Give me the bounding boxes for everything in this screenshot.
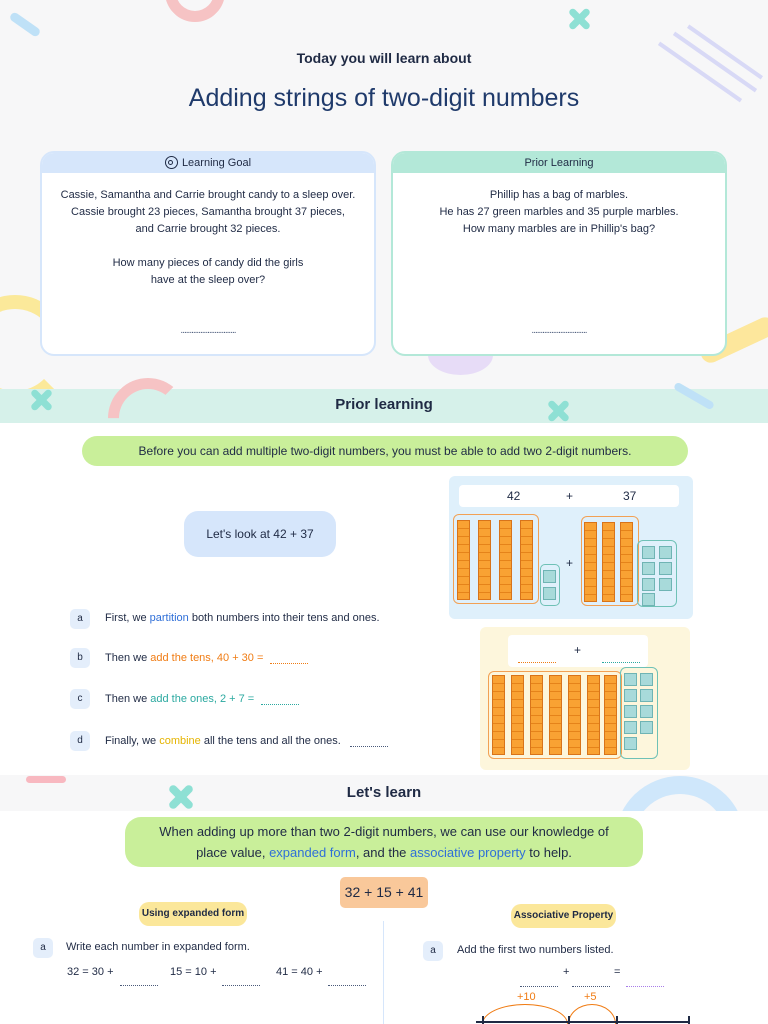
step-badge-b: b — [70, 648, 90, 668]
tens-rod — [620, 522, 633, 602]
tens-rod — [499, 520, 512, 600]
step-b-blank[interactable] — [270, 652, 308, 664]
assoc-blank-3[interactable] — [626, 975, 664, 987]
tens-rod — [457, 520, 470, 600]
model-bottom-tens-blank[interactable] — [518, 651, 556, 663]
step-a-pre: First, we — [105, 612, 150, 624]
step-badge-a: a — [70, 609, 90, 629]
lets-learn-banner — [125, 817, 643, 867]
model-bottom-ones-blank[interactable] — [602, 651, 640, 663]
tens-rod — [549, 675, 562, 755]
model-top-number-a: 42 — [507, 489, 521, 503]
model-plus-sign: + — [566, 556, 574, 570]
decor-blue-bar — [8, 11, 41, 38]
step-badge-c: c — [70, 689, 90, 709]
learning-goal-text — [42, 173, 374, 289]
prior-learning-card — [391, 151, 727, 356]
number-line — [476, 1021, 690, 1023]
right-step-badge: a — [423, 941, 443, 961]
step-d-post: all the tens and all the ones. — [200, 735, 341, 747]
tens-rod — [602, 522, 615, 602]
assoc-plus: + — [563, 966, 570, 978]
expansion-15-blank[interactable] — [222, 974, 260, 986]
tens-rod — [520, 520, 533, 600]
prior-learning-text — [393, 173, 725, 238]
tens-rod — [587, 675, 600, 755]
look-at-bubble: Let's look at 42 + 37 — [184, 511, 336, 557]
banner-text: , and the — [355, 845, 411, 860]
ones-cube — [624, 673, 637, 686]
base-ten-model-bottom — [480, 627, 690, 770]
learning-goal-line: and Carrie brought 32 pieces. — [135, 223, 281, 235]
banner-associative-property: associative property — [410, 845, 526, 860]
step-d-text — [105, 735, 388, 747]
decor-teal-cross — [545, 398, 571, 424]
learning-goal-line: How many pieces of candy did the girls — [112, 257, 304, 269]
learning-goal-line: Cassie, Samantha and Carrie brought candy to a sleep over. — [60, 189, 356, 201]
decor-teal-cross — [566, 6, 592, 32]
number-line-tick — [482, 1016, 484, 1024]
page-title: Adding strings of two-digit numbers — [188, 84, 580, 112]
base-ten-model-top — [449, 476, 693, 619]
decor-pink-ring — [153, 0, 238, 34]
jump-label-5: +5 — [584, 991, 597, 1003]
prior-learning-line: He has 27 green marbles and 35 purple marbles. — [439, 206, 679, 218]
assoc-blank-1[interactable] — [520, 975, 558, 987]
learning-goal-line: have at the sleep over? — [150, 274, 266, 286]
target-icon — [165, 156, 178, 169]
expanded-form-tag: Using expanded form — [139, 902, 247, 926]
right-step-text: Add the first two numbers listed. — [457, 944, 614, 956]
learning-goal-answer-line[interactable]: ............................... — [180, 325, 236, 336]
ones-cube — [543, 587, 556, 600]
decor-teal-cross — [28, 387, 54, 413]
learning-goal-card — [40, 151, 376, 356]
model-top-number-b: 37 — [623, 489, 637, 503]
step-c-text — [105, 693, 299, 705]
banner-text: place value, — [196, 845, 270, 860]
learning-goal-label: Learning Goal — [181, 157, 252, 169]
ones-cube — [640, 673, 653, 686]
ones-cube — [624, 737, 637, 750]
expansion-32 — [67, 966, 114, 978]
step-c-pre: Then we — [105, 693, 151, 705]
decor-pink-bar — [26, 776, 66, 783]
model-bottom-plus: + — [574, 643, 582, 657]
ones-cube — [642, 578, 655, 591]
step-c-blank[interactable] — [261, 693, 299, 705]
banner-text: to help. — [525, 845, 572, 860]
left-step-text: Write each number in expanded form. — [66, 941, 250, 953]
tens-rod — [492, 675, 505, 755]
lets-learn-title: Let's learn — [346, 784, 422, 801]
tens-rod — [478, 520, 491, 600]
ones-cube — [642, 546, 655, 559]
column-divider — [383, 921, 384, 1024]
ones-cube — [543, 570, 556, 583]
assoc-blank-2[interactable] — [572, 975, 610, 987]
expansion-32-blank[interactable] — [120, 974, 158, 986]
learning-goal-line: Cassie brought 23 pieces, Samantha brought 37 pieces, — [71, 206, 345, 218]
assoc-equals: = — [614, 966, 621, 978]
left-step-badge: a — [33, 938, 53, 958]
expression-badge: 32 + 15 + 41 — [340, 877, 428, 908]
prior-learning-answer-line[interactable]: ............................... — [531, 325, 587, 336]
expansion-15 — [170, 966, 217, 978]
step-a-text — [105, 612, 380, 624]
prior-learning-section — [0, 423, 768, 775]
learning-goal-header — [42, 153, 374, 173]
tens-rod — [568, 675, 581, 755]
ones-cube — [659, 546, 672, 559]
prior-learning-line: Phillip has a bag of marbles. — [489, 189, 629, 201]
model-top-label-bar — [459, 485, 679, 507]
ones-cube — [624, 721, 637, 734]
expansion-32-text: 32 = 30 + — [67, 966, 114, 978]
step-a-highlight: partition — [149, 612, 189, 624]
step-c-highlight: add the ones, 2 + 7 = — [150, 693, 255, 705]
step-b-pre: Then we — [105, 652, 151, 664]
expansion-15-text: 15 = 10 + — [170, 966, 217, 978]
associative-property-tag: Associative Property — [511, 904, 616, 928]
ones-cube — [640, 705, 653, 718]
ones-cube — [624, 689, 637, 702]
banner-expanded-form: expanded form — [269, 845, 356, 860]
prior-learning-line: How many marbles are in Phillip's bag? — [462, 223, 656, 235]
page-kicker: Today you will learn about — [296, 50, 472, 66]
lets-learn-banner-line1: When adding up more than two 2-digit numbers, we can use our knowledge of — [159, 824, 609, 839]
jump-label-10: +10 — [517, 991, 536, 1003]
tens-rod — [604, 675, 617, 755]
tens-rod — [530, 675, 543, 755]
ones-cube — [642, 593, 655, 606]
lets-learn-banner-line2 — [125, 842, 643, 863]
number-line-tick — [616, 1016, 618, 1024]
ones-cube — [642, 562, 655, 575]
step-badge-d: d — [70, 731, 90, 751]
prior-learning-header: Prior Learning — [393, 153, 725, 173]
step-b-highlight: add the tens, 40 + 30 = — [150, 652, 264, 664]
step-d-highlight: combine — [159, 735, 201, 747]
ones-cube — [640, 689, 653, 702]
step-b-text — [105, 652, 308, 664]
model-top-plus: + — [566, 489, 574, 503]
expansion-41-blank[interactable] — [328, 974, 366, 986]
lets-learn-section — [0, 811, 768, 1024]
expansion-41 — [276, 966, 323, 978]
step-a-post: both numbers into their tens and ones. — [188, 612, 380, 624]
number-line-tick — [568, 1016, 570, 1024]
tens-rod — [584, 522, 597, 602]
model-bottom-label-bar — [508, 635, 648, 667]
step-d-blank[interactable] — [350, 735, 388, 747]
number-line-tick — [688, 1016, 690, 1024]
prior-learning-section-title: Prior learning — [335, 396, 433, 413]
tens-rod — [511, 675, 524, 755]
ones-cube — [659, 562, 672, 575]
decor-teal-cross — [166, 782, 196, 812]
expansion-41-text: 41 = 40 + — [276, 966, 323, 978]
step-d-pre: Finally, we — [105, 735, 160, 747]
prior-learning-banner: Before you can add multiple two-digit numbers, you must be able to add two 2-digit numbers. — [82, 436, 688, 466]
ones-cube — [640, 721, 653, 734]
ones-cube — [659, 578, 672, 591]
ones-cube — [624, 705, 637, 718]
